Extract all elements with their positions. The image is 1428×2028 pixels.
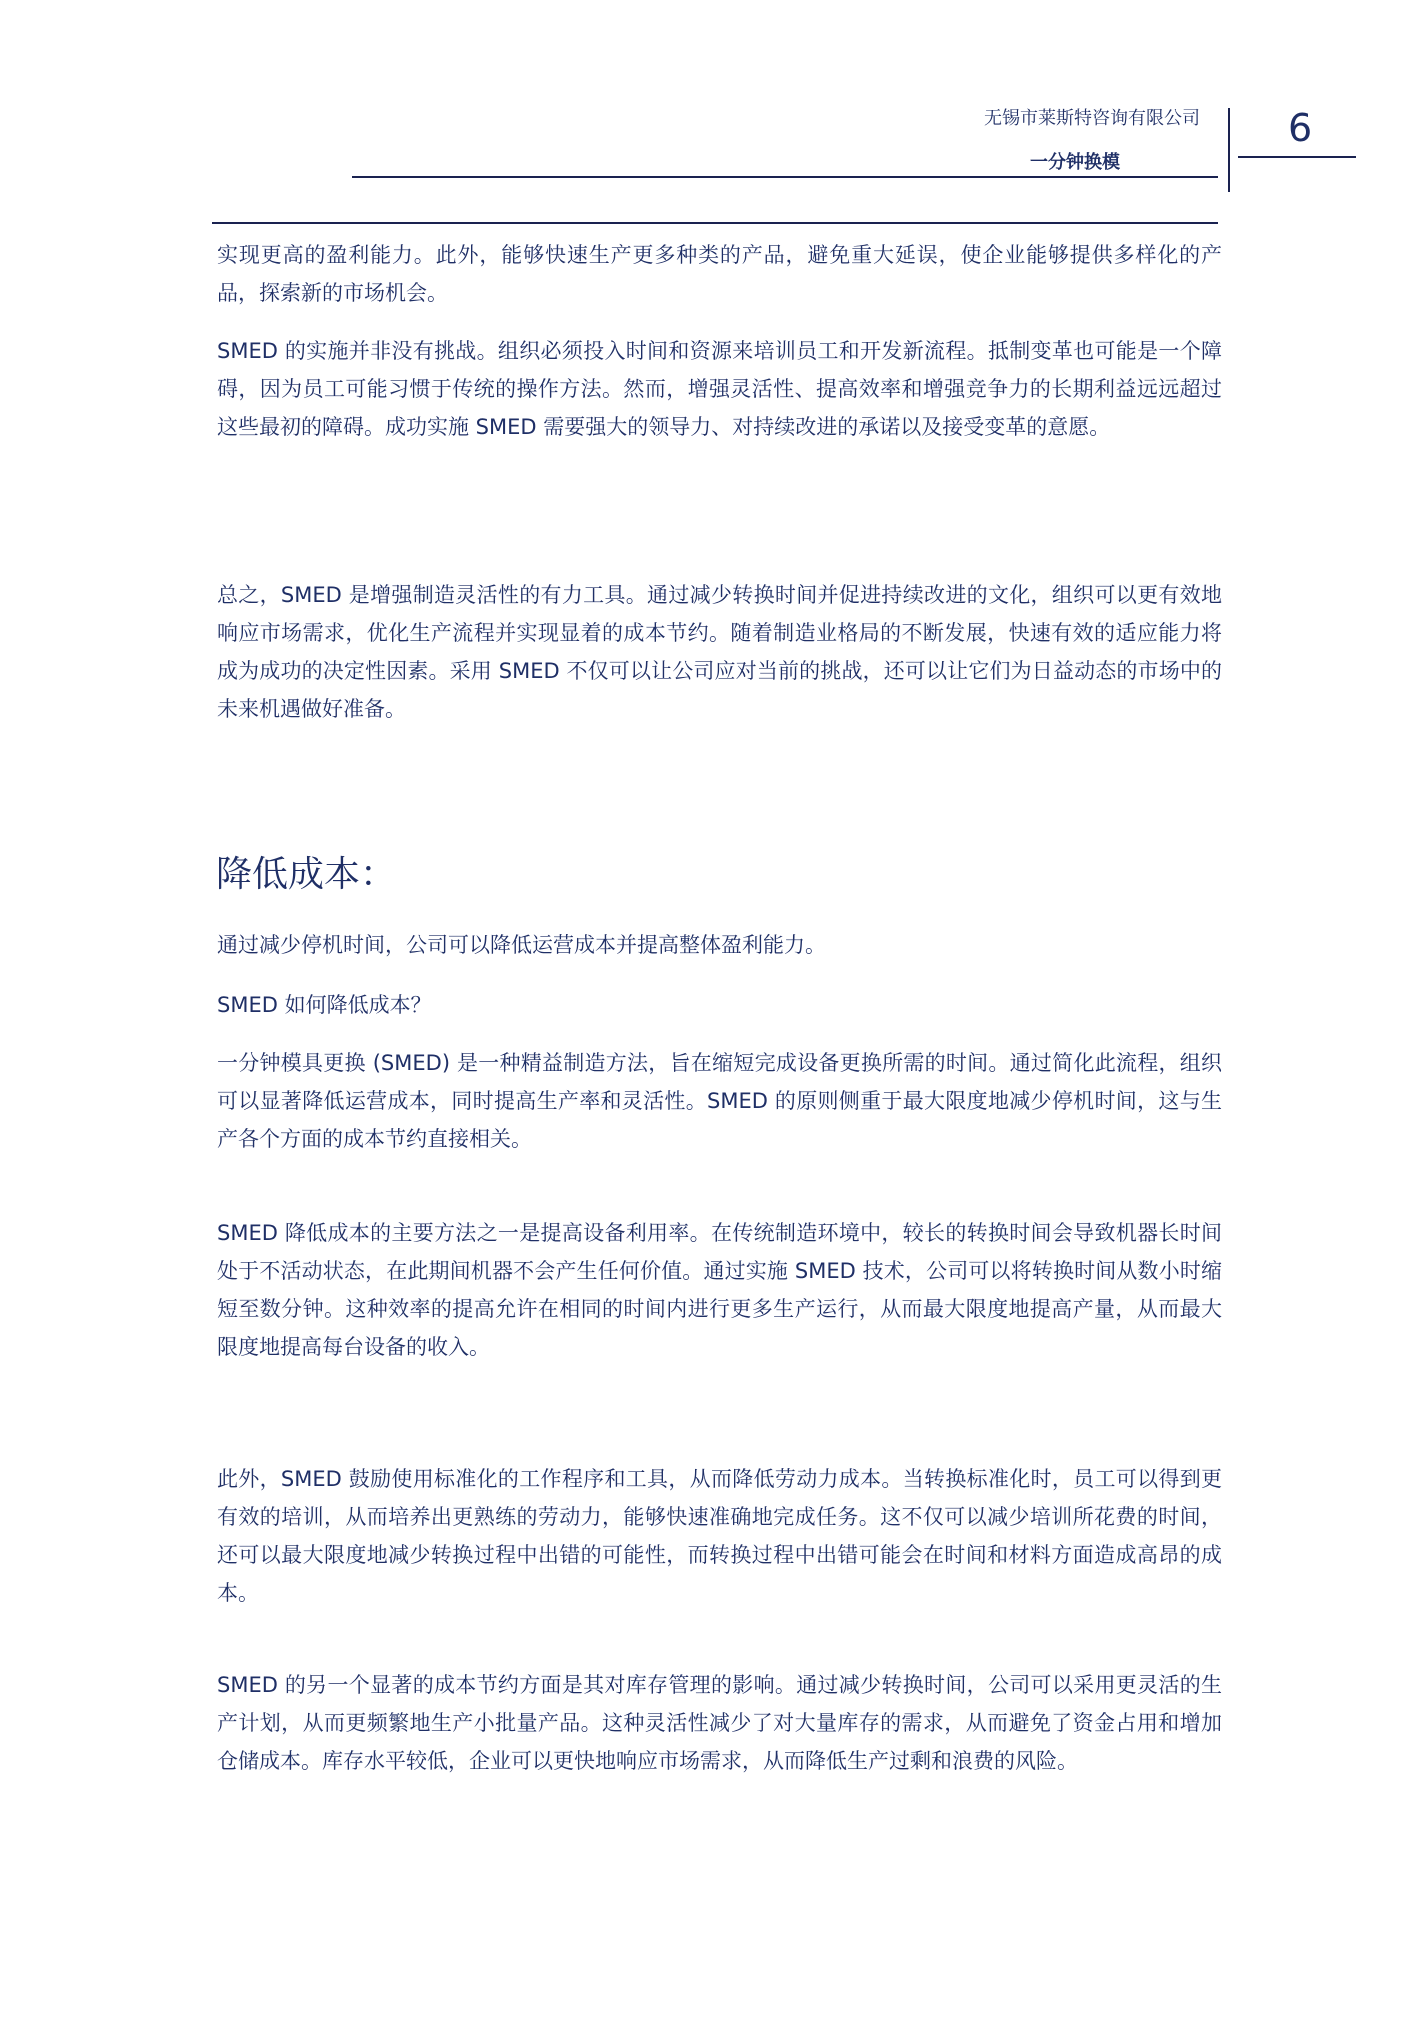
section-heading: 降低成本： xyxy=(216,854,397,895)
header-divider xyxy=(1228,108,1230,192)
content-top-rule xyxy=(212,222,1218,224)
paragraph: 实现更高的盈利能力。此外，能够快速生产更多种类的产品，避免重大延误，使企业能够提供多样化的产品，探索新的市场机会。 xyxy=(217,243,1222,305)
paragraph: SMED 的另一个显著的成本节约方面是其对库存管理的影响。通过减少转换时间，公司可以采用更灵活的生产计划，从而更频繁地生产小批量产品。这种灵活性减少了对大量库存的需求，从而避免了资金占用和增加仓储成本。库存水平较低，企业可以更快地响应市场需求，从而降低生产过剩和浪费的风险。 xyxy=(217,1673,1222,1773)
paragraph: SMED 的实施并非没有挑战。组织必须投入时间和资源来培训员工和开发新流程。抵制变革也可能是一个障碍，因为员工可能习惯于传统的操作方法。然而，增强灵活性、提高效率和增强竞争力的长期利益远远超过这些最初的障碍。成功实施 SMED 需要强大的领导力、对持续改进的承诺以及接受变革的意愿。 xyxy=(217,339,1222,439)
paragraph: SMED 如何降低成本？ xyxy=(217,993,432,1017)
paragraph: 一分钟模具更换 (SMED) 是一种精益制造方法，旨在缩短完成设备更换所需的时间。通过简化此流程，组织可以显著降低运营成本，同时提高生产率和灵活性。SMED 的原则侧重于最大限度地减少停机时间，这与生产各个方面的成本节约直接相关。 xyxy=(217,1051,1222,1151)
page-number: 6 xyxy=(1288,106,1313,150)
page-number-rule xyxy=(1238,156,1356,158)
header-rule xyxy=(352,176,1218,178)
paragraph: 总之，SMED 是增强制造灵活性的有力工具。通过减少转换时间并促进持续改进的文化，组织可以更有效地响应市场需求，优化生产流程并实现显着的成本节约。随着制造业格局的不断发展，快速有效的适应能力将成为成功的决定性因素。采用 SMED 不仅可以让公司应对当前的挑战，还可以让它们为日益动态的市场中的未来机遇做好准备。 xyxy=(217,583,1222,721)
paragraph: 此外，SMED 鼓励使用标准化的工作程序和工具，从而降低劳动力成本。当转换标准化时，员工可以得到更有效的培训，从而培养出更熟练的劳动力，能够快速准确地完成任务。这不仅可以减少培训所花费的时间，还可以最大限度地减少转换过程中出错的可能性，而转换过程中出错可能会在时间和材料方面造成高昂的成本。 xyxy=(217,1467,1222,1605)
header-company: 无锡市莱斯特咨询有限公司 xyxy=(984,108,1200,129)
header-doc-title: 一分钟换模 xyxy=(1030,152,1120,173)
paragraph: 通过减少停机时间，公司可以降低运营成本并提高整体盈利能力。 xyxy=(217,933,826,957)
paragraph: SMED 降低成本的主要方法之一是提高设备利用率。在传统制造环境中，较长的转换时间会导致机器长时间处于不活动状态，在此期间机器不会产生任何价值。通过实施 SMED 技术，公司可以将转换时间从数小时缩短至数分钟。这种效率的提高允许在相同的时间内进行更多生产运行，从而最大限度地提高产量，从而最大限度地提高每台设备的收入。 xyxy=(217,1221,1222,1359)
